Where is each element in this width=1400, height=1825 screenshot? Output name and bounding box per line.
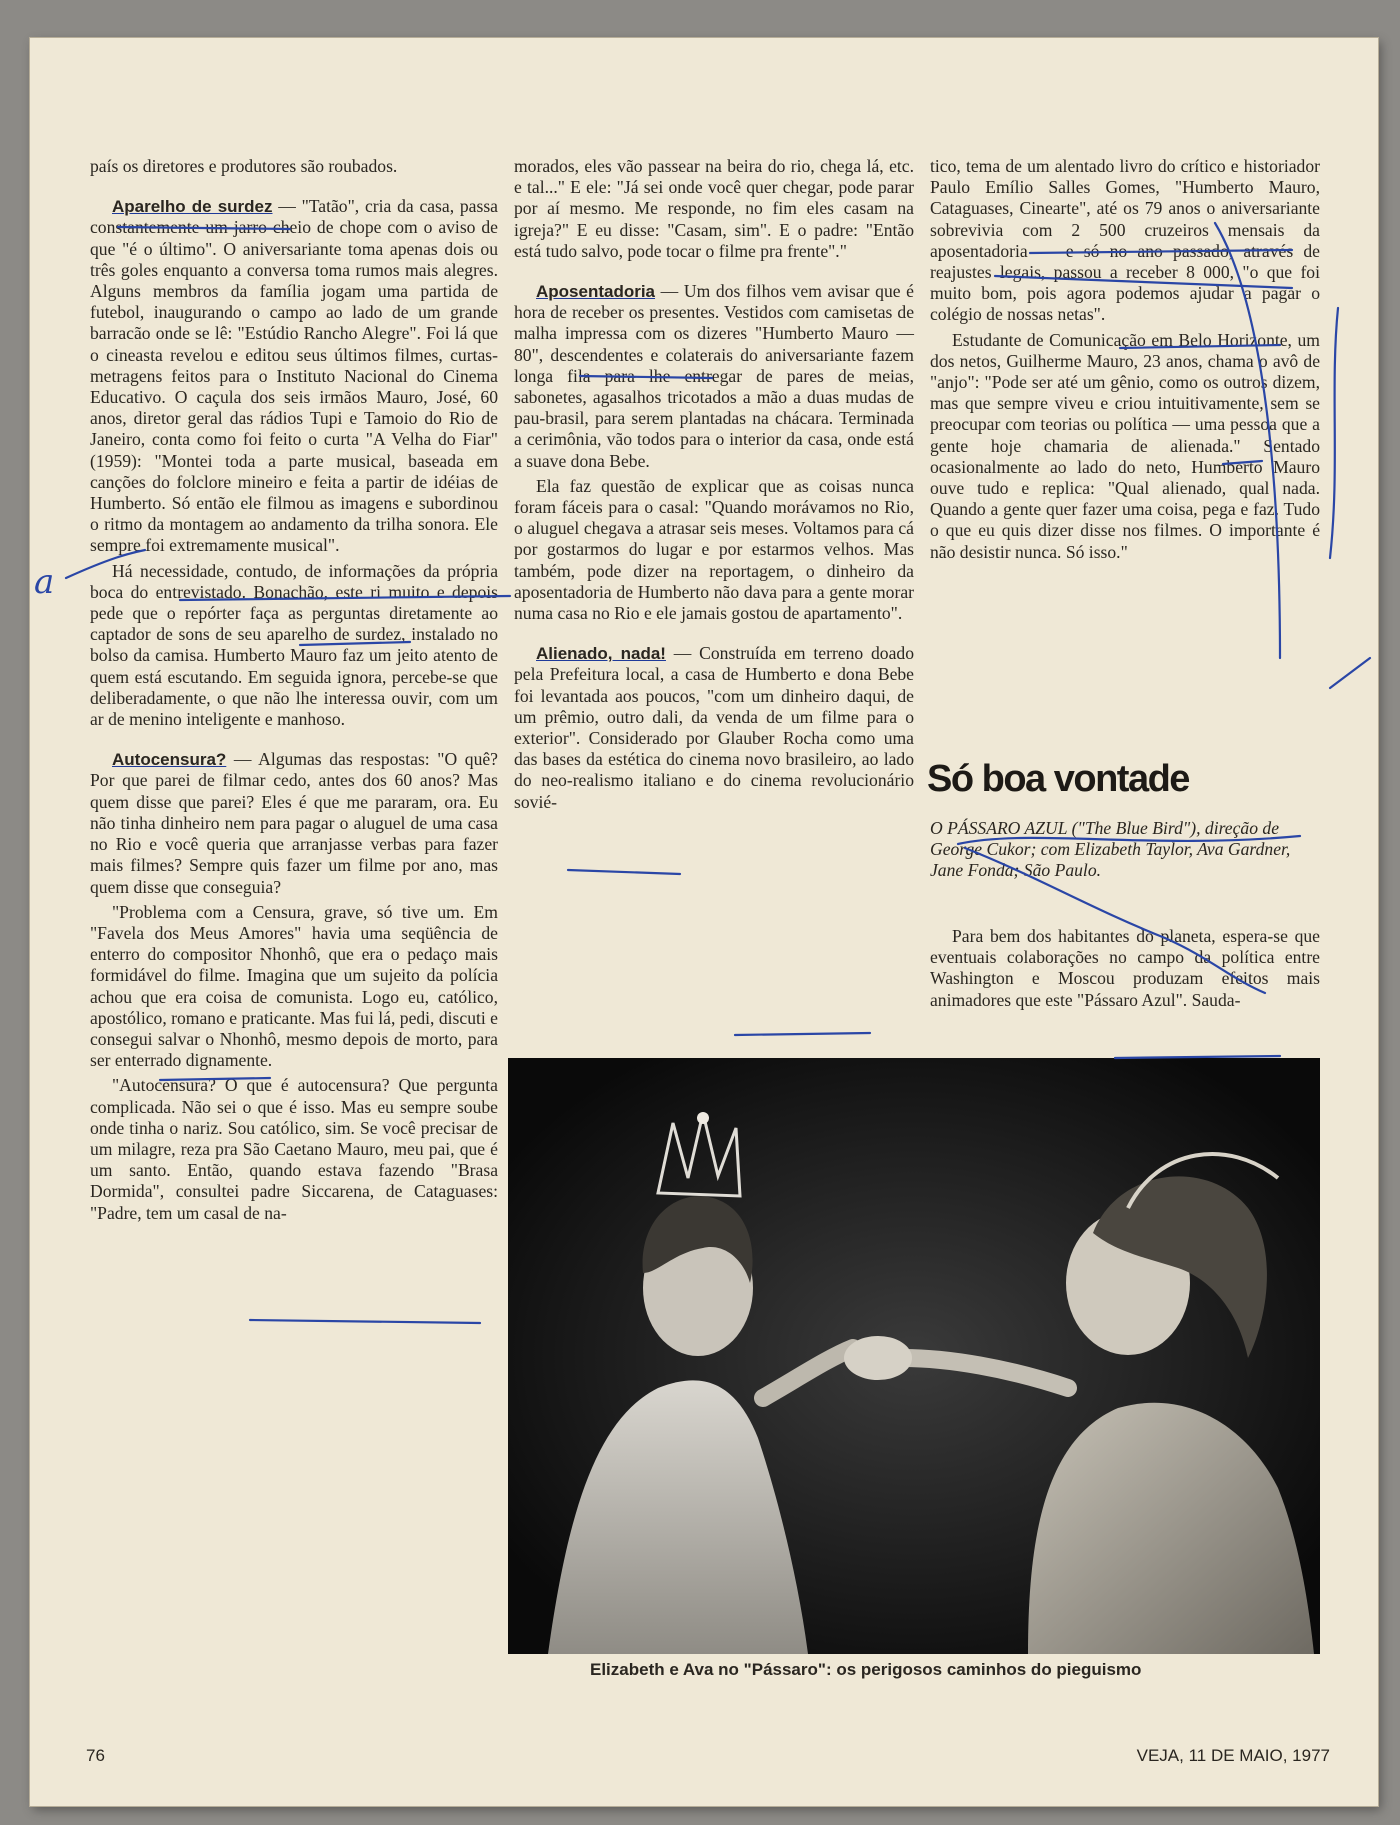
publication-date: VEJA, 11 DE MAIO, 1977 <box>1136 1746 1330 1765</box>
paragraph <box>90 749 498 897</box>
paragraph: "Autocensura? O que é autocensura? Que pergunta complicada. Não sei o que é isso. Mas eu sempre soube onde tinha o nariz. Sou católico, sim. Se você precisar de um milagre, reza pra São Caetano Mauro, meu pai, que é um santo. Então, quando estava fazendo "Brasa Dormida", consultei padre Siccarena, de Cataguases: "Padre, tem um casal de na- <box>90 1075 498 1223</box>
paragraph: morados, eles vão passear na beira do rio, chega lá, etc. e tal..." E ele: "Já sei onde você quer chegar, pode parar por aí mesmo. Me responde, no fim eles casam na igreja?" E eu disse: "Casam, sim". E o padre: "Então está tudo salvo, pode tocar o filme pra frente"." <box>514 156 914 261</box>
magazine-page <box>30 38 1378 1806</box>
handwritten-margin-letter: a <box>34 562 55 602</box>
article-column-2 <box>514 156 914 817</box>
subhead-autocensura: Autocensura? <box>112 750 227 770</box>
photo-caption: Elizabeth e Ava no "Pássaro": os perigosos caminhos do pieguismo <box>590 1660 1142 1679</box>
paragraph: Ela faz questão de explicar que as coisas nunca foram fáceis para o casal: "Quando morávamos no Rio, o aluguel chegava a atrasar seis meses. Voltamos para cá por gostarmos do lugar e por estarmos velhos. Mas também, pode dizer na reportagem, o dinheiro da aposentadoria de Humberto não dava para a gente morar numa casa no Rio e ele jamais gostou de apartamento". <box>514 475 914 624</box>
paragraph: Há necessidade, contudo, de informações da própria boca do entrevistado. Bonachão, este ri muito e depois pede que o repórter faça as perguntas diretamente ao captador de sons de seu aparelho de surdez, instalado no bolso da camisa. Humberto Mauro faz um jeito atento de quem está escutando. Em seguida ignora, percebe-se que deliberadamente, o que não lhe interessa ouvir, com um ar de menino inteligente e manhoso. <box>90 560 498 730</box>
paragraph: Estudante de Comunicação em Belo Horizonte, um dos netos, Guilherme Mauro, 23 anos, chama o avô de "anjo": "Pode ser até um gênio, como os outros dizem, mas que sempre viveu e criou intuitivamente, sem se preocupar com teorias ou política — uma pessoa que a gente hoje chamaria de alienada." Sentado ocasionalmente ao lado do neto, Humberto Mauro ouve tudo e replica: "Qual alienado, qual nada. Quando a gente quer fazer uma coisa, pega e faz. Tudo o que eu quis dizer disse nos filmes. O importante é não desistir nunca. Só isso." <box>930 329 1320 562</box>
paragraph <box>514 643 914 813</box>
paragraph-text: — Construída em terreno doado pela Prefeitura local, a casa de Humberto e dona Bebe foi levantada aos poucos, "com um dinheiro daqui, de um prêmio, outro dali, da venda de um filme para o exterior". Considerado por Glauber Rocha como uma das bases da estética do cinema novo brasileiro, ao lado do neo-realismo italiano e do cinema revolucionário sovié- <box>514 643 915 812</box>
article-column-3 <box>930 156 1320 567</box>
page-number: 76 <box>86 1746 105 1765</box>
paragraph-text: — Um dos filhos vem avisar que é hora de receber os presentes. Vestidos com camisetas de malha impressa com os dizeres "Humberto Mauro — 80", descendentes e colaterais do aniversariante fazem longa fila para lhe entregar de pares de meias, sabonetes, agasalhos tricotados a mão a duas mudas de pau-brasil, para serem plantadas na chácara. Terminada a cerimônia, vão todos para o interior da casa, onde está a suave dona Bebe. <box>514 281 914 471</box>
paragraph-text: — Algumas das respostas: "O quê? Por que parei de filmar cedo, antes dos 60 anos? Mas quem disse que parei? Eles é que me pararam, ora. Eu não tinha dinheiro nem para pagar o aluguel de uma casa no Rio e você queria que arranjasse verbas para fazer mais filmes? Sempre quis fazer um filme por ano, mas quem disse que conseguia? <box>90 749 498 897</box>
subhead-aposentadoria: Aposentadoria <box>536 282 656 302</box>
paragraph <box>90 196 498 556</box>
paragraph <box>514 281 914 472</box>
film-still-photo <box>508 1058 1320 1654</box>
subhead-alienado-nada: Alienado, nada! <box>536 644 666 664</box>
review-credits: O PÁSSARO AZUL ("The Blue Bird"), direção de George Cukor; com Elizabeth Taylor, Ava Gardner, Jane Fonda; São Paulo. <box>930 818 1291 881</box>
paragraph: país os diretores e produtores são roubados. <box>90 156 398 176</box>
review-headline: Só boa vontade <box>927 758 1189 800</box>
subhead-aparelho-de-surdez: Aparelho de surdez <box>112 197 273 217</box>
photo-illustration <box>508 1058 1320 1654</box>
paragraph-text: — "Tatão", cria da casa, passa constantemente um jarro cheio de chope com o aviso de que "é o último". O aniversariante toma apenas dois ou três goles enquanto a conversa toma rumos mais alegres. Alguns membros da família jogam uma partida de futebol, inaugurando o campo ao lado de um grande barracão onde se lê: "Estúdio Rancho Alegre". Foi lá que o cineasta revelou e editou seus últimos filmes, curtas-metragens feitos para o Instituto Nacional do Cinema Educativo. O caçula dos seis irmãos Mauro, José, 60 anos, diretor geral das rádios Tupi e Tamoio do Rio de Janeiro, conta como foi feito o curta "A Velha do Fiar" (1959): "Montei toda a parte musical, baseada em canções do folclore mineiro e feita a partir de idéias de Humberto. Só então ele filmou as imagens e subordinou o ritmo da montagem ao andamento da trilha sonora. Ele sempre foi extremamente musical". <box>90 196 498 556</box>
paragraph: Para bem dos habitantes do planeta, espera-se que eventuais colaborações no campo da política entre Washington e Moscou produzam efeitos mais animadores que este "Pássaro Azul". Sauda- <box>930 926 1320 1010</box>
paragraph: "Problema com a Censura, grave, só tive um. Em "Favela dos Meus Amores" havia uma seqüência de enterro do compositor Nhonhô, que era o pedaço mais formidável do filme. Imagina que um sujeito da polícia achou que era coisa de comunista. Logo eu, católico, apostólico, romano e praticante. Mas fui lá, pedi, discuti e consegui salvar o Nhonhô, mesmo depois de morto, para ser enterrado dignamente. <box>90 901 498 1071</box>
review-body <box>930 926 1320 1011</box>
paragraph: tico, tema de um alentado livro do crítico e historiador Paulo Emílio Salles Gomes, "Humberto Mauro, Cataguases, Cinearte", até os 79 anos o aniversariante sobrevivia com 2 500 cruzeiros mensais da aposentadoria — e só no ano passado, através de reajustes legais, passou a receber 8 000, "o que foi muito bom, pois agora podemos ajudar a pagar o colégio de nossas netas". <box>930 156 1320 325</box>
article-column-1 <box>90 156 498 1228</box>
